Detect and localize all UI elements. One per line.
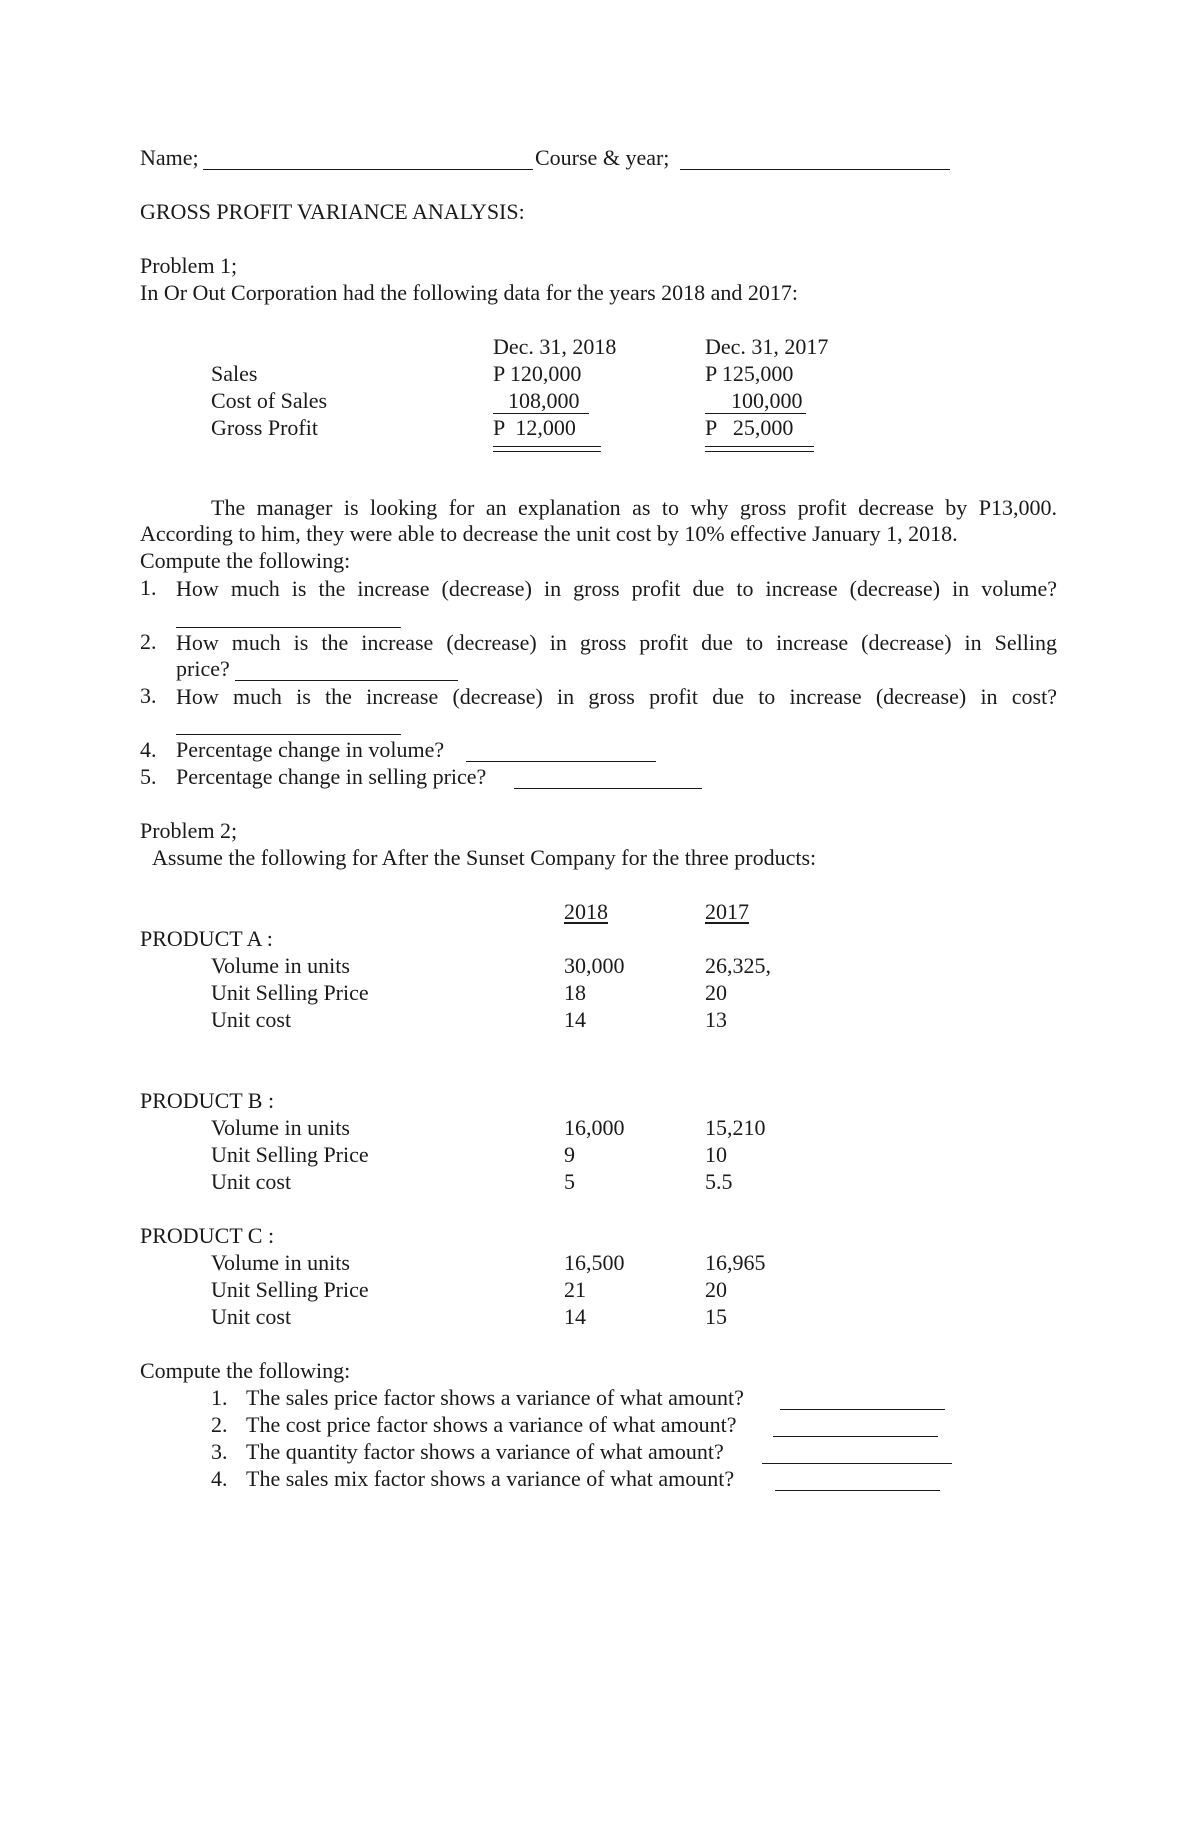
row-label-sales: Sales [211,361,258,386]
row-label: Volume in units [211,953,350,978]
gross-profit-2017: P 25,000 [705,415,794,440]
table-cell: 16,965 [705,1250,766,1275]
problem2-question-4: The sales mix factor shows a variance of what amount? [246,1466,735,1491]
document-title: GROSS PROFIT VARIANCE ANALYSIS: [140,199,525,224]
problem1-compute-label: Compute the following: [140,548,351,573]
question-number: 4. [211,1466,228,1491]
row-label: Unit cost [211,1007,292,1032]
question-number: 5. [140,764,157,789]
answer-blank-p2-q3[interactable] [762,1463,952,1464]
column-header-2017: 2017 [705,899,749,924]
problem1-question-5: Percentage change in selling price? [176,764,487,789]
row-label: Unit cost [211,1304,292,1329]
problem1-question-2: How much is the increase (decrease) in gross profit due to increase (decrease) in Selling [176,630,1057,655]
problem2-heading: Problem 2; [140,818,238,843]
problem1-heading: Problem 1; [140,253,238,278]
paragraph-line-2: According to him, they were able to decrease the unit cost by 10% effective January 1, 2018. [140,521,958,546]
question-number: 3. [140,683,157,708]
cost-of-sales-2018: 108,000 [508,388,580,413]
table-cell: 16,000 [564,1115,625,1140]
table-cell: 30,000 [564,953,625,978]
problem1-question-4: Percentage change in volume? [176,737,445,762]
question-number: 2. [140,629,157,654]
product-a-heading: PRODUCT A : [140,926,273,951]
row-label: Unit Selling Price [211,1277,369,1302]
question-number: 1. [211,1385,228,1410]
sales-2018: P 120,000 [493,361,582,386]
subtotal-underline-2018 [493,413,589,414]
table-cell: 9 [564,1142,575,1167]
problem2-compute-label: Compute the following: [140,1358,351,1383]
name-field[interactable] [203,169,533,170]
answer-blank-p1-q3[interactable] [176,734,401,735]
gross-profit-2018: P 12,000 [493,415,576,440]
column-header-2018: 2018 [564,899,608,924]
product-b-heading: PRODUCT B : [140,1088,275,1113]
table-cell: 20 [705,1277,727,1302]
sales-2017: P 125,000 [705,361,794,386]
problem2-question-2: The cost price factor shows a variance of what amount? [246,1412,737,1437]
course-year-field[interactable] [680,169,950,170]
table-cell: 5.5 [705,1169,733,1194]
answer-blank-p1-q1[interactable] [176,627,401,628]
answer-blank-p2-q4[interactable] [775,1490,940,1491]
problem2-intro: Assume the following for After the Sunset Company for the three products: [152,845,817,870]
column-header-2017: Dec. 31, 2017 [705,334,829,359]
table-cell: 15,210 [705,1115,766,1140]
row-label: Volume in units [211,1250,350,1275]
table-cell: 15 [705,1304,727,1329]
table-cell: 26,325, [705,953,771,978]
table-cell: 10 [705,1142,727,1167]
answer-blank-p1-q4[interactable] [466,761,656,762]
table-cell: 5 [564,1169,575,1194]
problem1-question-3: How much is the increase (decrease) in gross profit due to increase (decrease) in cost? [176,684,1057,709]
table-cell: 14 [564,1007,586,1032]
problem1-question-2-cont: price? [176,656,230,681]
question-number: 3. [211,1439,228,1464]
answer-blank-p1-q2[interactable] [235,680,458,681]
table-cell: 13 [705,1007,727,1032]
row-label-gross-profit: Gross Profit [211,415,318,440]
question-number: 4. [140,737,157,762]
row-label: Unit Selling Price [211,1142,369,1167]
problem2-question-1: The sales price factor shows a variance of what amount? [246,1385,744,1410]
table-cell: 14 [564,1304,586,1329]
column-header-2018: Dec. 31, 2018 [493,334,617,359]
row-label-cost-of-sales: Cost of Sales [211,388,328,413]
table-cell: 16,500 [564,1250,625,1275]
answer-blank-p2-q2[interactable] [773,1436,938,1437]
cost-of-sales-2017: 100,000 [731,388,803,413]
problem1-question-1: How much is the increase (decrease) in gross profit due to increase (decrease) in volume? [176,576,1057,601]
name-label: Name; [140,145,199,170]
row-label: Unit Selling Price [211,980,369,1005]
question-number: 2. [211,1412,228,1437]
total-double-underline-2017 [705,446,814,452]
question-number: 1. [140,575,157,600]
table-cell: 20 [705,980,727,1005]
total-double-underline-2018 [493,446,601,452]
product-c-heading: PRODUCT C : [140,1223,275,1248]
paragraph-line-1: The manager is looking for an explanation as to why gross profit decrease by P13,000. [211,495,1057,520]
table-cell: 18 [564,980,586,1005]
table-cell: 21 [564,1277,586,1302]
answer-blank-p1-q5[interactable] [514,788,702,789]
problem2-question-3: The quantity factor shows a variance of what amount? [246,1439,724,1464]
problem1-intro: In Or Out Corporation had the following data for the years 2018 and 2017: [140,280,799,305]
answer-blank-p2-q1[interactable] [780,1409,945,1410]
row-label: Volume in units [211,1115,350,1140]
course-year-label: Course & year; [535,145,670,170]
row-label: Unit cost [211,1169,292,1194]
subtotal-underline-2017 [705,413,806,414]
